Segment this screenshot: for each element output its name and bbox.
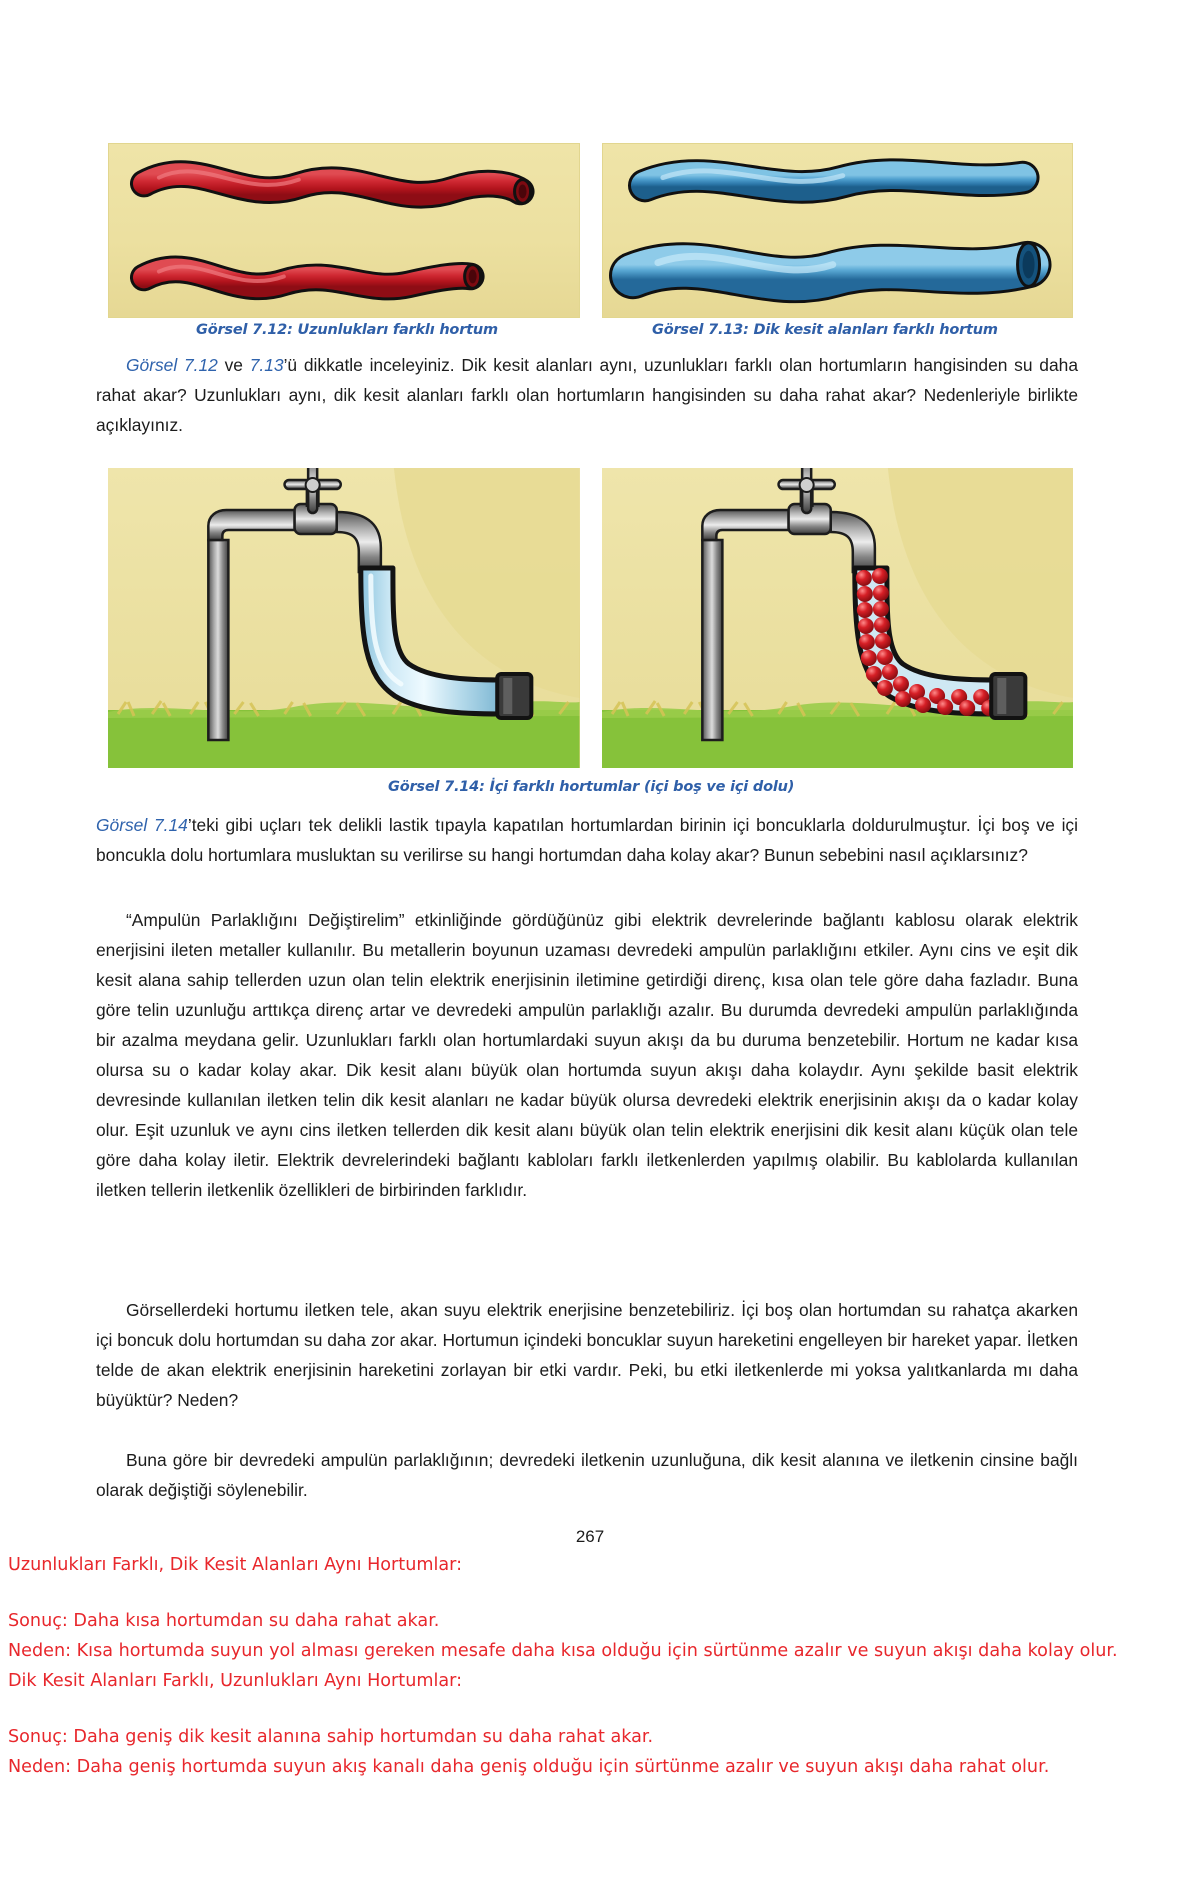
paragraph-gorsel-7-14: [96, 810, 1078, 870]
figure-gorsel-7-13: [602, 143, 1074, 318]
figure-ref-7-13: 7.13: [249, 355, 284, 375]
intro-paragraph-text: ’ü dikkatle inceleyiniz. Dik kesit alanları aynı, uzunlukları farklı olan hortumların hangisinden su daha rahat akar? Uzunlukları aynı, dik kesit alanları farklı olan hortumların hangisinden su daha rahat akar? Nedenleriyle birlikte açıklayınız.: [96, 355, 1078, 435]
figure-gorsel-7-12: [108, 143, 580, 318]
annotation-line-4: Neden: Kısa hortumda suyun yol alması gereken mesafe daha kısa olduğu için sürtünme azalır ve suyun akışı daha kolay olur.: [8, 1641, 1118, 1661]
faucet-empty-hose-illustration: [108, 468, 580, 768]
figure-caption-7-14: Görsel 7.14: İçi farklı hortumlar (içi boş ve içi dolu): [388, 779, 795, 795]
annotation-line-3: Sonuç: Daha kısa hortumdan su daha rahat akar.: [8, 1611, 440, 1631]
paragraph-gorsel-7-14-text: ’teki gibi uçları tek delikli lastik tıpayla kapatılan hortumlardan birinin içi boncuklarla doldurulmuştur. İçi boş ve içi boncukla dolu hortumlara musluktan su verilirse su hangi hortumdan daha kolay akar? Bunun sebebini nasıl açıklarsınız?: [96, 815, 1078, 865]
annotation-line-8: Neden: Daha geniş hortumda suyun akış kanalı daha geniş olduğu için sürtünme azalır ve suyun akışı daha rahat olur.: [8, 1757, 1050, 1777]
student-annotations: [8, 1550, 1172, 1782]
figure-ref-7-14: Görsel 7.14: [96, 815, 188, 835]
figure-caption-7-12: Görsel 7.12: Uzunlukları farklı hortum: [196, 322, 498, 338]
scene-bead-filled-hose: [602, 468, 1074, 768]
page-number: 267: [575, 1527, 605, 1546]
paragraph-main: “Ampulün Parlaklığını Değiştirelim” etkinliğinde gördüğünüz gibi elektrik devrelerinde bağlantı kablosu olarak elektrik enerjisini ileten metaller kullanılır. Bu metallerin boyunun uzaması devredeki ampulün parlaklığını etkiler. Aynı cins ve eşit dik kesit alana sahip tellerden uzun olan telin elektrik enerjisinin iletimine getirdiği direnç, kısa olan tele göre daha fazladır. Buna göre telin uzunluğu arttıkça direnç artar ve devredeki ampulün parlaklığı azalır. Bu durumda devredeki ampulün parlaklığında bir azalma meydana gelir. Uzunlukları farklı olan hortumlardaki suyun akışı da bu duruma benzetebilir. Hortum ne kadar kısa olursa su o kadar kolay akar. Dik kesit alanı büyük olan hortumda suyun akışı daha kolaydır. Aynı şekilde basit elektrik devresinde kullanılan iletken telin dik kesit alanları ne kadar büyük olursa devredeki elektrik enerjisinin akışı da o kadar kolay olur. Eşit uzunluk ve aynı cins iletken tellerden dik kesit alanı büyük olan telin elektrik enerjisini dik kesit alanı küçük olan tele göre daha kolay iletir. Elektrik devrelerindeki bağlantı kabloları farklı iletkenlerden yapılmış olabilir. Bu kablolarda kullanılan iletken tellerin iletkenlik özellikleri de birbirinden farklıdır.: [96, 910, 1078, 1200]
intro-paragraph: Görsel 7.12 ve 7.13’ü dikkatle inceleyiniz. Dik kesit alanları aynı, uzunlukları farklı olan hortumların hangisinden su daha rahat akar? Uzunlukları aynı, dik kesit alanları farklı olan hortumların hangisinden su daha rahat akar? Nedenleriyle birlikte açıklayınız.: [96, 355, 1078, 435]
annotation-line-5: Dik Kesit Alanları Farklı, Uzunlukları Aynı Hortumlar:: [8, 1671, 462, 1691]
scene-empty-hose: [108, 468, 580, 768]
annotation-line-7: Sonuç: Daha geniş dik kesit alanına sahip hortumdan su daha rahat akar.: [8, 1727, 654, 1747]
red-hoses-illustration: [109, 144, 579, 317]
blue-hoses-illustration: [603, 144, 1073, 317]
figure-caption-7-13: Görsel 7.13: Dik kesit alanları farklı hortum: [652, 322, 998, 338]
paragraph-conclusion: Buna göre bir devredeki ampulün parlaklığının; devredeki iletkenin uzunluğuna, dik kesit alanına ve iletkenin cinsine bağlı olarak değiştiği söylenebilir.: [96, 1450, 1078, 1500]
figure-row-faucets: [108, 468, 1073, 768]
figure-ref-7-12: Görsel 7.12: [126, 355, 218, 375]
figure-row-top: [108, 143, 1073, 318]
paragraph-comparison: Görsellerdeki hortumu iletken tele, akan suyu elektrik enerjisine benzetebiliriz. İçi boş olan hortumdan su rahatça akarken içi boncuk dolu hortumdan su daha zor akar. Hortumun içindeki boncuklar suyun hareketini engelleyen bir hareket yapar. İletken telde de akan elektrik enerjisinin hareketini zorlayan bir etki vardır. Peki, bu etki iletkenlerde mi yoksa yalıtkanlarda mı daha büyüktür? Neden?: [96, 1300, 1078, 1410]
annotation-line-1: Uzunlukları Farklı, Dik Kesit Alanları Aynı Hortumlar:: [8, 1555, 462, 1575]
faucet-bead-hose-illustration: [602, 468, 1074, 768]
